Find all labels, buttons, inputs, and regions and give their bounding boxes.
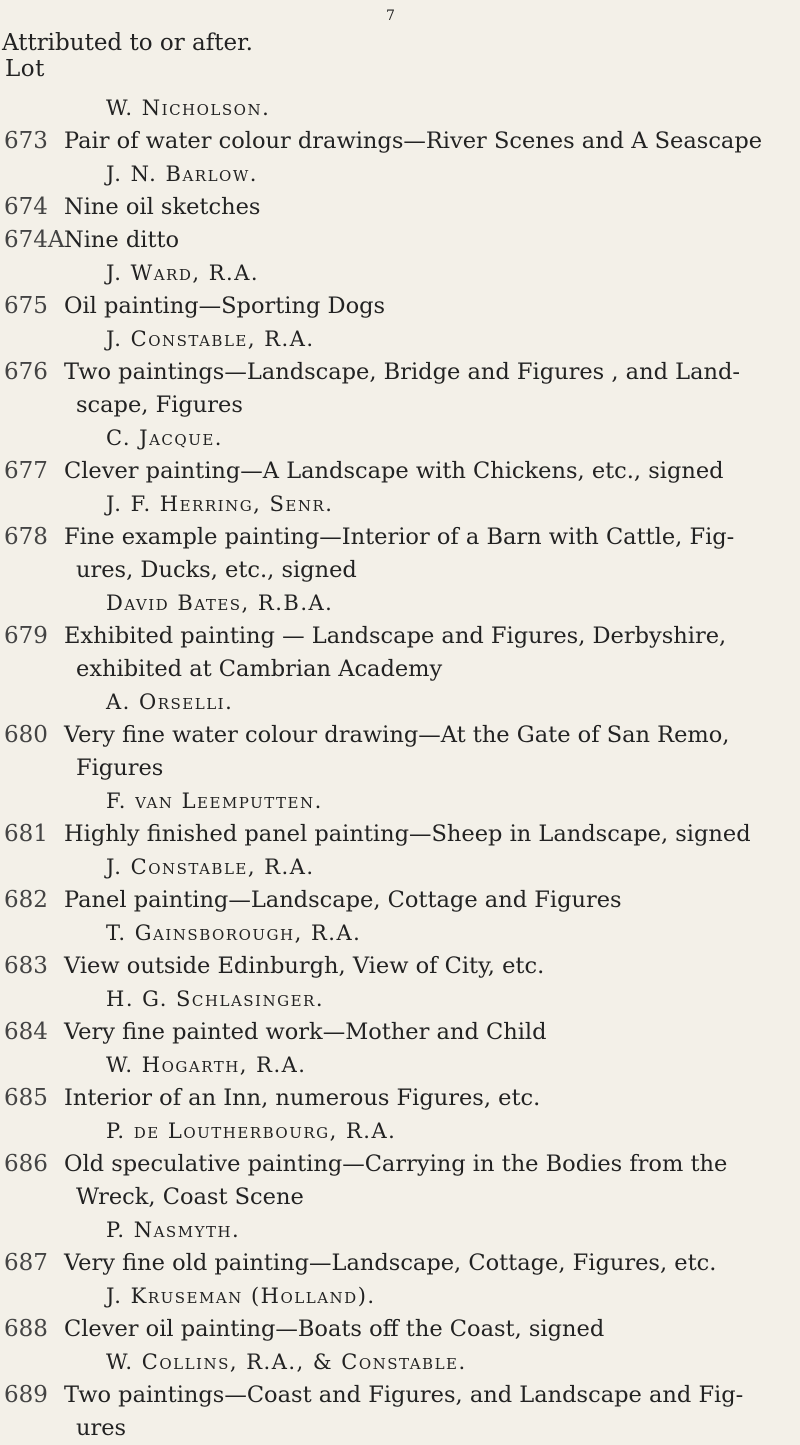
lot-number: 679 [4, 623, 48, 649]
lot-number: 674A [4, 227, 65, 253]
lot-entry [0, 884, 800, 917]
lot-list [0, 92, 800, 1445]
lot-description-continuation: Figures [76, 755, 164, 781]
lot-number: 673 [4, 128, 48, 154]
lot-number: 677 [4, 458, 48, 484]
lot-number: 674 [4, 194, 48, 220]
lot-entry [0, 356, 800, 422]
lot-description [64, 290, 792, 323]
artist-name: H. G. Schlasinger. [106, 987, 325, 1011]
lot-entry [0, 818, 800, 851]
lot-entry [0, 224, 800, 257]
lot-description [64, 1379, 792, 1445]
lot-number: 676 [4, 359, 48, 385]
lot-entry [0, 1082, 800, 1115]
artist-name: J. Kruseman (Holland). [106, 1284, 376, 1308]
lot-description-continuation: scape, Figures [76, 392, 243, 418]
artist-name: F. van Leemputten. [106, 789, 323, 813]
lot-description-line: Oil painting—Sporting Dogs [64, 293, 386, 319]
lot-description [64, 125, 792, 158]
lot-description-continuation: exhibited at Cambrian Academy [76, 656, 443, 682]
lot-entry [0, 950, 800, 983]
lot-entry [0, 125, 800, 158]
lot-entry [0, 521, 800, 587]
artist-name: W. Hogarth, R.A. [106, 1053, 307, 1077]
lot-description [64, 1082, 792, 1115]
lot-description [64, 191, 792, 224]
lot-entry [0, 1379, 800, 1445]
lot-entry [0, 719, 800, 785]
section-heading: Attributed to or after. [2, 30, 253, 56]
lot-number: 681 [4, 821, 48, 847]
artist-name: J. Constable, R.A. [106, 327, 315, 351]
artist-name: C. Jacque. [106, 426, 223, 450]
lot-number: 680 [4, 722, 48, 748]
lot-description-line: Pair of water colour drawings—River Scenes and A Seascape [64, 128, 763, 154]
lot-description-line: Clever painting—A Landscape with Chickens, etc., signed [64, 458, 724, 484]
lot-description-line: Nine oil sketches [64, 194, 261, 220]
lot-description [64, 818, 792, 851]
lot-column-label: Lot [5, 56, 45, 82]
lot-number: 678 [4, 524, 48, 550]
artist-name: J. N. Barlow. [106, 162, 258, 186]
lot-description-line: Fine example painting—Interior of a Barn with Cattle, Fig- [64, 524, 735, 550]
lot-number: 689 [4, 1382, 48, 1408]
lot-entry [0, 1247, 800, 1280]
lot-number: 675 [4, 293, 48, 319]
lot-description-line: Old speculative painting—Carrying in the Bodies from the [64, 1151, 728, 1177]
lot-description-line: Two paintings—Landscape, Bridge and Figures , and Land- [64, 359, 740, 385]
page-mark: 7 [386, 8, 395, 24]
lot-number: 683 [4, 953, 48, 979]
lot-description-continuation: Wreck, Coast Scene [76, 1184, 304, 1210]
lot-description [64, 1148, 792, 1214]
lot-description-line: Highly finished panel painting—Sheep in Landscape, signed [64, 821, 751, 847]
artist-name: J. Constable, R.A. [106, 855, 315, 879]
lot-number: 687 [4, 1250, 48, 1276]
artist-name: David Bates, R.B.A. [106, 591, 334, 615]
lot-entry [0, 1148, 800, 1214]
lot-description [64, 1247, 792, 1280]
lot-entry [0, 1016, 800, 1049]
lot-description-line: Very fine painted work—Mother and Child [64, 1019, 547, 1045]
lot-entry [0, 1313, 800, 1346]
lot-description-line: Two paintings—Coast and Figures, and Landscape and Fig- [64, 1382, 744, 1408]
lot-entry [0, 290, 800, 323]
lot-description [64, 884, 792, 917]
lot-description [64, 1313, 792, 1346]
lot-number: 682 [4, 887, 48, 913]
lot-description [64, 950, 792, 983]
artist-name: W. Nicholson. [106, 96, 271, 120]
lot-description-line: View outside Edinburgh, View of City, etc. [64, 953, 545, 979]
lot-description-line: Clever oil painting—Boats off the Coast, signed [64, 1316, 605, 1342]
lot-number: 686 [4, 1151, 48, 1177]
lot-description-continuation: ures, Ducks, etc., signed [76, 557, 357, 583]
lot-entry [0, 455, 800, 488]
artist-name: J. Ward, R.A. [106, 261, 260, 285]
lot-description [64, 1016, 792, 1049]
lot-number: 685 [4, 1085, 48, 1111]
lot-number: 688 [4, 1316, 48, 1342]
lot-description [64, 719, 792, 785]
lot-description-line: Interior of an Inn, numerous Figures, etc. [64, 1085, 541, 1111]
lot-description [64, 620, 792, 686]
lot-description-line: Very fine old painting—Landscape, Cottage, Figures, etc. [64, 1250, 717, 1276]
lot-description-line: Panel painting—Landscape, Cottage and Figures [64, 887, 622, 913]
lot-description-continuation: ures [76, 1415, 127, 1441]
artist-name: T. Gainsborough, R.A. [106, 921, 362, 945]
artist-name: P. de Loutherbourg, R.A. [106, 1119, 397, 1143]
artist-name: A. Orselli. [106, 690, 234, 714]
lot-entry [0, 191, 800, 224]
lot-description [64, 521, 792, 587]
artist-name: P. Nasmyth. [106, 1218, 241, 1242]
lot-description [64, 455, 792, 488]
lot-description-line: Exhibited painting — Landscape and Figures, Derbyshire, [64, 623, 727, 649]
lot-description-line: Nine ditto [64, 227, 180, 253]
lot-number: 684 [4, 1019, 48, 1045]
lot-description-line: Very fine water colour drawing—At the Gate of San Remo, [64, 722, 730, 748]
artist-name: W. Collins, R.A., & Constable. [106, 1350, 467, 1374]
artist-name: J. F. Herring, Senr. [106, 492, 334, 516]
lot-description [64, 224, 792, 257]
lot-description [64, 356, 792, 422]
lot-entry [0, 620, 800, 686]
